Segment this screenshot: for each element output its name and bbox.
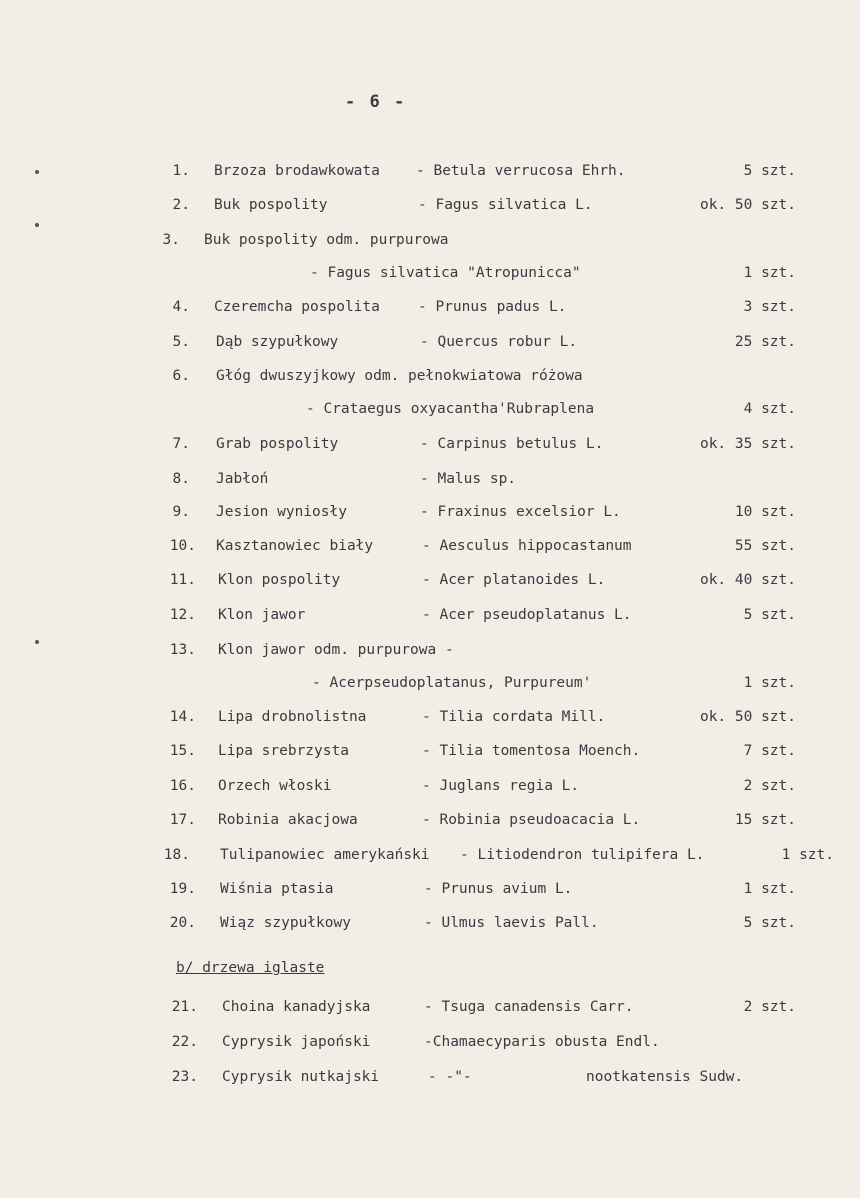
item-number: 10. [169, 538, 196, 554]
list-item [0, 299, 860, 323]
polish-name: Klon jawor odm. purpurowa - [218, 642, 454, 658]
quantity: 5 szt. [743, 163, 796, 179]
list-item [0, 368, 860, 392]
quantity: ok. 50 szt. [699, 197, 796, 213]
item-number: 21. [171, 999, 198, 1015]
latin-name: - Malus sp. [420, 471, 517, 487]
latin-name: - Crataegus oxyacantha'Rubraplena [306, 401, 595, 417]
item-number: 1. [172, 163, 190, 179]
quantity: 7 szt. [743, 743, 796, 759]
item-number: 4. [172, 299, 190, 315]
latin-name: - Tsuga canadensis Carr. [424, 999, 634, 1015]
item-number: 16. [169, 778, 196, 794]
item-number: 15. [169, 743, 196, 759]
item-number: 22. [171, 1034, 198, 1050]
latin-name: - Quercus robur L. [420, 334, 578, 350]
list-item [0, 778, 860, 802]
polish-name: Grab pospolity [216, 436, 339, 452]
latin-name: - Aesculus hippocastanum [422, 538, 632, 554]
latin-name: - Litiodendron tulipifera L. [460, 847, 705, 863]
list-item-continuation [0, 401, 860, 425]
polish-name: Buk pospolity odm. purpurowa [204, 232, 449, 248]
polish-name: Głóg dwuszyjkowy odm. pełnokwiatowa różowa [216, 368, 583, 384]
latin-name: - Carpinus betulus L. [420, 436, 604, 452]
latin-name: - Robinia pseudoacacia L. [422, 812, 641, 828]
latin-name: - Fraxinus excelsior L. [420, 504, 621, 520]
list-item [0, 436, 860, 460]
list-item-continuation [0, 675, 860, 699]
polish-name: Kasztanowiec biały [216, 538, 374, 554]
latin-name: - Juglans regia L. [422, 778, 580, 794]
item-number: 2. [172, 197, 190, 213]
item-number: 6. [172, 368, 190, 384]
polish-name: Buk pospolity [214, 197, 328, 213]
polish-name: Tulipanowiec amerykański [220, 847, 430, 863]
quantity: 15 szt. [734, 812, 796, 828]
quantity: 5 szt. [743, 915, 796, 931]
list-item [0, 999, 860, 1023]
item-number: 19. [169, 881, 196, 897]
polish-name: Lipa drobnolistna [218, 709, 367, 725]
quantity: 10 szt. [734, 504, 796, 520]
polish-name: Brzoza brodawkowata [214, 163, 380, 179]
item-number: 20. [169, 915, 196, 931]
item-number: 23. [171, 1069, 198, 1085]
list-item [0, 163, 860, 187]
quantity: 1 szt. [743, 265, 796, 281]
quantity: 1 szt. [743, 675, 796, 691]
latin-name: - Fagus silvatica "Atropunicca" [310, 265, 581, 281]
latin-name: - Acer platanoides L. [422, 572, 606, 588]
list-item [0, 504, 860, 528]
latin-name: - Ulmus laevis Pall. [424, 915, 599, 931]
latin-epithet: nootkatensis Sudw. [586, 1069, 744, 1085]
polish-name: Jesion wyniosły [216, 504, 347, 520]
item-number: 17. [169, 812, 196, 828]
latin-name: - Tilia tomentosa Moench. [422, 743, 641, 759]
quantity: 3 szt. [743, 299, 796, 315]
quantity: 1 szt. [743, 881, 796, 897]
list-item [0, 334, 860, 358]
quantity: 4 szt. [743, 401, 796, 417]
polish-name: Czeremcha pospolita [214, 299, 380, 315]
quantity: ok. 40 szt. [699, 572, 796, 588]
polish-name: Dąb szypułkowy [216, 334, 339, 350]
list-item [0, 607, 860, 631]
list-item [0, 197, 860, 221]
item-number: 7. [172, 436, 190, 452]
list-item [0, 1034, 860, 1058]
latin-name: - Betula verrucosa Ehrh. [416, 163, 626, 179]
latin-name: - Tilia cordata Mill. [422, 709, 606, 725]
list-item [0, 847, 860, 871]
polish-name: Wiśnia ptasia [220, 881, 334, 897]
polish-name: Cyprysik japoński [222, 1034, 371, 1050]
item-number: 13. [169, 642, 196, 658]
latin-name: - Acer pseudoplatanus L. [422, 607, 632, 623]
list-item-continuation [0, 265, 860, 289]
quantity: ok. 35 szt. [699, 436, 796, 452]
latin-name: - Fagus silvatica L. [418, 197, 593, 213]
polish-name: Cyprysik nutkajski [222, 1069, 380, 1085]
list-item [0, 572, 860, 596]
latin-name: - -"- [428, 1069, 472, 1085]
quantity: 55 szt. [734, 538, 796, 554]
list-item [0, 642, 860, 666]
polish-name: Klon jawor [218, 607, 306, 623]
latin-name: -Chamaecyparis obusta Endl. [424, 1034, 660, 1050]
section-heading: b/ drzewa iglaste [176, 960, 325, 976]
page-number: - 6 - [345, 92, 407, 112]
latin-name: - Prunus padus L. [418, 299, 567, 315]
polish-name: Choina kanadyjska [222, 999, 371, 1015]
item-number: 5. [172, 334, 190, 350]
polish-name: Jabłoń [216, 471, 269, 487]
list-item [0, 915, 860, 939]
latin-name: - Acerpseudoplatanus, Purpureum' [312, 675, 592, 691]
item-number: 12. [169, 607, 196, 623]
list-item [0, 538, 860, 562]
item-number: 9. [172, 504, 190, 520]
quantity: 2 szt. [743, 999, 796, 1015]
quantity: ok. 50 szt. [699, 709, 796, 725]
polish-name: Klon pospolity [218, 572, 341, 588]
list-item [0, 743, 860, 767]
list-item [0, 471, 860, 495]
list-item [0, 881, 860, 905]
list-item [0, 1069, 860, 1093]
item-number: 11. [169, 572, 196, 588]
quantity: 2 szt. [743, 778, 796, 794]
polish-name: Wiąz szypułkowy [220, 915, 351, 931]
item-number: 14. [169, 709, 196, 725]
item-number: 8. [172, 471, 190, 487]
list-item [0, 232, 860, 256]
item-number: 3. [162, 232, 180, 248]
list-item [0, 709, 860, 733]
polish-name: Lipa srebrzysta [218, 743, 349, 759]
list-item [0, 812, 860, 836]
polish-name: Robinia akacjowa [218, 812, 358, 828]
quantity: 25 szt. [734, 334, 796, 350]
quantity: 5 szt. [743, 607, 796, 623]
polish-name: Orzech włoski [218, 778, 332, 794]
item-number: 18. [163, 847, 190, 863]
latin-name: - Prunus avium L. [424, 881, 573, 897]
quantity: 1 szt. [781, 847, 834, 863]
margin-mark [35, 223, 39, 227]
